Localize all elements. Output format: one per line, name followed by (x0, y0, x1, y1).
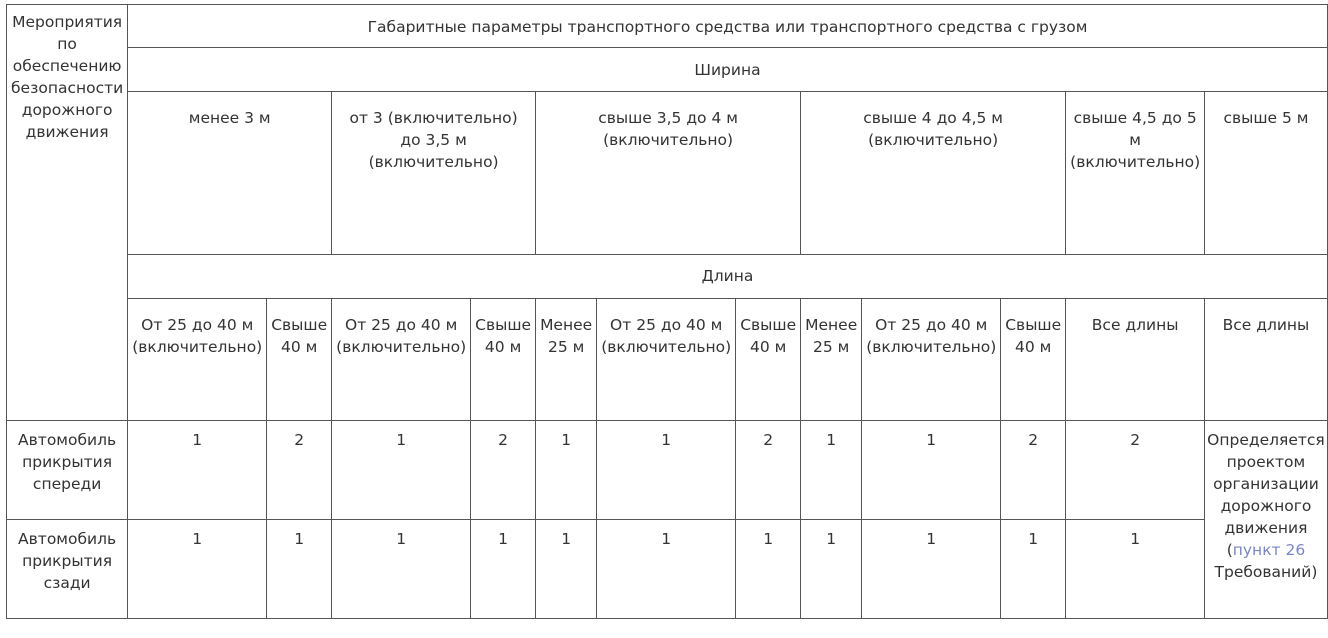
length-cell (128, 299, 267, 421)
corner-header-cell (7, 5, 128, 421)
clause-26-link[interactable]: пункт 26 (1232, 541, 1306, 559)
length-cell (1066, 299, 1205, 421)
value-cell (801, 520, 862, 619)
length-label: От 25 до 40 м (включительно) (336, 316, 467, 356)
width-label: свыше 4 до 4,5 м (включительно) (863, 109, 1003, 149)
length-cell (536, 299, 597, 421)
width-cell (1205, 92, 1328, 255)
length-cell (862, 299, 1001, 421)
value-text: 2 (1028, 431, 1039, 449)
length-cell (267, 299, 332, 421)
row-label-cell (7, 421, 128, 520)
length-label: Свыше 40 м (1005, 316, 1062, 356)
value-text: 1 (1130, 530, 1141, 548)
row-label: Автомобиль прикрытия спереди (18, 431, 117, 493)
requirements-table (6, 4, 1328, 619)
length-cell (1001, 299, 1066, 421)
value-cell (736, 520, 801, 619)
value-cell (267, 421, 332, 520)
value-cell (536, 520, 597, 619)
value-text: 1 (561, 530, 572, 548)
value-cell (862, 421, 1001, 520)
width-label: менее 3 м (188, 109, 271, 127)
width-cell (128, 92, 332, 255)
value-text: 2 (294, 431, 305, 449)
value-text: 1 (192, 431, 203, 449)
width-label: свыше 5 м (1223, 109, 1309, 127)
value-text: 1 (661, 530, 672, 548)
length-cell (471, 299, 536, 421)
length-label: От 25 до 40 м (включительно) (601, 316, 732, 356)
value-cell (736, 421, 801, 520)
value-cell (1001, 421, 1066, 520)
length-cell (332, 299, 471, 421)
value-text: 1 (926, 530, 937, 548)
value-cell (128, 520, 267, 619)
value-text: 2 (498, 431, 509, 449)
value-text: 1 (1028, 530, 1039, 548)
width-label: от 3 (включительно) до 3,5 м (включительно) (349, 109, 518, 171)
value-cell (128, 421, 267, 520)
width-cell (1066, 92, 1205, 255)
length-label: Менее 25 м (540, 316, 593, 356)
width-header-cell (128, 48, 1328, 92)
value-text: 2 (1130, 431, 1141, 449)
corner-header-text: Мероприятия по обеспечению безопасности дорожного движения (11, 13, 124, 141)
value-cell (536, 421, 597, 520)
main-header-text: Габаритные параметры транспортного средства или транспортного средства с грузом (367, 18, 1088, 36)
length-label: От 25 до 40 м (включительно) (132, 316, 263, 356)
value-text: 1 (498, 530, 509, 548)
requirements-text: Требований) (1214, 563, 1318, 581)
value-cell (1066, 421, 1205, 520)
value-text: 2 (763, 431, 774, 449)
value-text: 1 (396, 431, 407, 449)
length-label: Все длины (1091, 316, 1179, 334)
value-text: 1 (826, 431, 837, 449)
width-cell (332, 92, 536, 255)
value-text: 1 (561, 431, 572, 449)
length-cell (801, 299, 862, 421)
value-cell (801, 421, 862, 520)
open-paren: ( (1226, 541, 1233, 559)
value-cell (267, 520, 332, 619)
value-text: 1 (661, 431, 672, 449)
length-label: Свыше 40 м (740, 316, 797, 356)
organization-note-cell (1205, 421, 1328, 619)
main-header-cell (128, 5, 1328, 48)
length-label: Свыше 40 м (271, 316, 328, 356)
length-cell (597, 299, 736, 421)
width-label: свыше 4,5 до 5 м (включительно) (1070, 109, 1201, 171)
value-cell (862, 520, 1001, 619)
width-cell (801, 92, 1066, 255)
value-text: 1 (826, 530, 837, 548)
organization-note-text: Определяется проектом организации дорожного движения (1207, 431, 1325, 537)
value-text: 1 (926, 431, 937, 449)
value-cell (332, 421, 471, 520)
row-label-cell (7, 520, 128, 619)
value-text: 1 (763, 530, 774, 548)
length-cell (1205, 299, 1328, 421)
length-label: От 25 до 40 м (включительно) (866, 316, 997, 356)
width-cell (536, 92, 801, 255)
row-label: Автомобиль прикрытия сзади (18, 530, 117, 592)
length-label: Менее 25 м (805, 316, 858, 356)
value-cell (1066, 520, 1205, 619)
width-header-text: Ширина (694, 61, 761, 79)
value-cell (1001, 520, 1066, 619)
length-header-cell (128, 255, 1328, 299)
value-cell (597, 520, 736, 619)
value-text: 1 (294, 530, 305, 548)
value-cell (597, 421, 736, 520)
value-text: 1 (192, 530, 203, 548)
length-cell (736, 299, 801, 421)
value-cell (471, 520, 536, 619)
value-cell (471, 421, 536, 520)
length-header-text: Длина (701, 267, 754, 285)
length-label: Все длины (1222, 316, 1310, 334)
value-cell (332, 520, 471, 619)
value-text: 1 (396, 530, 407, 548)
width-label: свыше 3,5 до 4 м (включительно) (598, 109, 738, 149)
length-label: Свыше 40 м (475, 316, 532, 356)
